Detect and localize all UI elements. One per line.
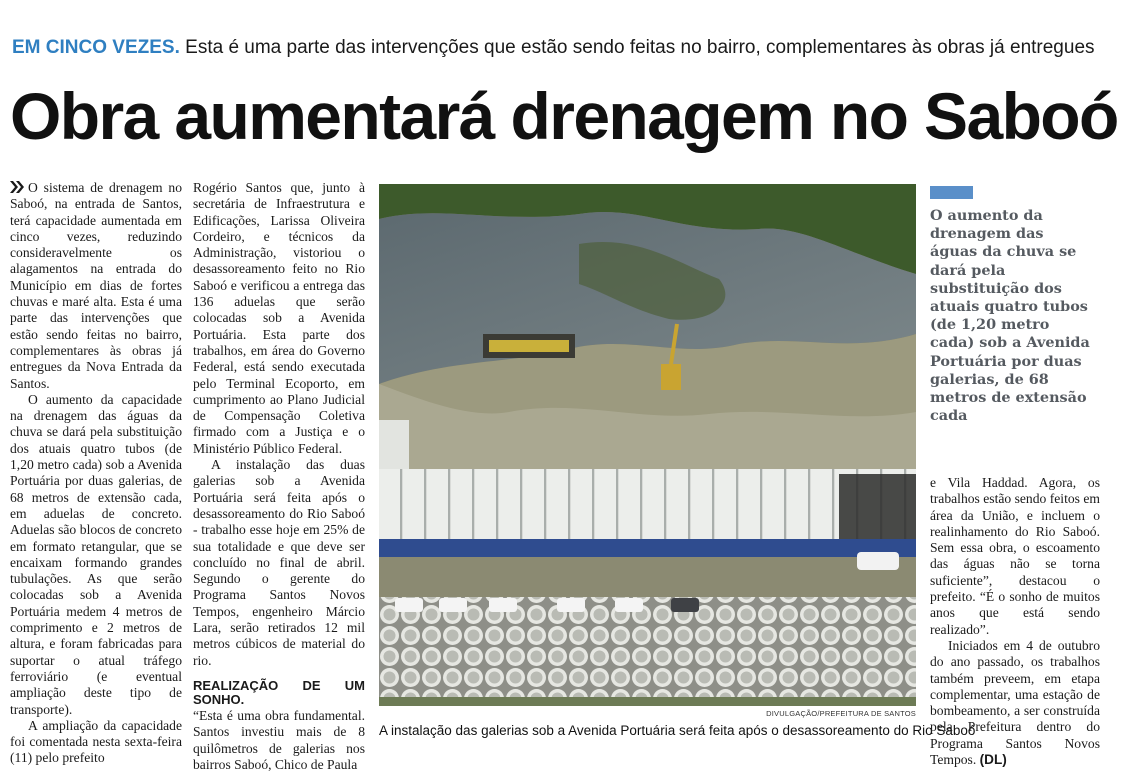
paragraph-text: O sistema de drenagem no Saboó, na entrada de Santos, terá capacidade aumentada em cinco vezes, reduzindo consideravelmente os alagamentos na entrada do Município em dias de fortes chuvas e maré alta. Esta é uma parte das intervenções que estão sendo feitas no bairro, complementares às obras já entregues da Nova Entrada da Santos. [10,180,182,391]
headline: Obra aumentará drenagem no Saboó [10,79,1118,153]
photo-caption: A instalação das galerias sob a Avenida Portuária será feita após o desassoreamento do Rio Saboó [379,723,976,738]
pullquote: O aumento da drenagem das águas da chuva se dará pela substituição dos atuais quatro tubos (de 1,20 metro cada) sob a Avenida Portuária por duas galerias, de 68 metros de extensão cada [930,207,1090,425]
article-paragraph [930,638,1100,768]
section-subhead: REALIZAÇÃO DE UM SONHO. [193,677,365,707]
aerial-photo [379,184,916,706]
article-paragraph: A instalação das duas galerias sob a Avenida Portuária será feita após o desassoreamento do Rio Saboó - trabalho esse hoje em 25% de sua totalidade e que deve ser concluído no final de abril. Segundo o gerente do Programa Santos Novos Tempos, engenheiro Márcio Lara, serão retirados 12 mil metros cúbicos de material do rio. [193,457,365,668]
author-signature: (DL) [979,752,1007,768]
paragraph-text: Iniciados em 4 de outubro do ano passado, os trabalhos também preveem, em etapa complementar, uma estação de bombeamento, a ser construída pela Prefeitura dentro do Programa Santos Novos Tempos. [930,637,1100,768]
pullquote-bar [930,186,973,199]
photo-credit: DIVULGAÇÃO/PREFEITURA DE SANTOS [766,709,916,718]
article-paragraph: O aumento da capacidade na drenagem das águas da chuva se dará pela substituição dos atuais quatro tubos (de 1,20 metro cada) sob a Avenida Portuária por duas galerias, de 68 metros de extensão cada, em aduelas de concreto. Aduelas são blocos de concreto em formato retangular, que se encaixam formando grandes tubulações. As que serão colocadas sob a Avenida Portuária medem 4 metros de comprimento e 2 metros de altura, e foram fabricadas para suportar o atual tráfego ferroviário (e eventual ampliação deste tipo de transporte). [10,391,182,717]
article-column-2 [193,180,365,773]
article-paragraph: e Vila Haddad. Agora, os trabalhos estão sendo feitos em área da União, e incluem o realinhamento do Rio Saboó. Sem essa obra, o escoamento das águas não se torna suficiente”, destacou o prefeito. “É o sonho de muitos anos que está sendo realizado”. [930,475,1100,637]
article-column-1 [10,180,182,767]
article-paragraph: Rogério Santos que, junto à secretária de Infraestrutura e Edificações, Larissa Oliveira Cordeiro, e técnicos da Administração, vistoriou o desassoreamento feito no Rio Saboó e verificou a entrega das 136 aduelas que serão colocadas sob a Avenida Portuária. Esta parte dos trabalhos, em área do Governo Federal, está sendo executada pelo Terminal Ecoporto, em cumprimento ao Plano Judicial de Compensação Coletiva firmado com a Justiça e o Ministério Público Federal. [193,180,365,456]
article-paragraph: A ampliação da capacidade foi comentada nesta sexta-feira (11) pelo prefeito [10,717,182,766]
aerial-photo-illustration [379,184,916,706]
kicker-label: EM CINCO VEZES. [12,37,180,58]
double-chevron-icon [10,181,24,193]
article-column-3 [930,475,1100,768]
kicker-text: Esta é uma parte das intervenções que estão sendo feitas no bairro, complementares às obras já entregues [185,37,1095,58]
article-paragraph: “Esta é uma obra fundamental. Santos investiu mais de 8 quilômetros de galerias nos bairros Saboó, Chico de Paula [193,707,365,772]
article-paragraph [10,180,182,392]
kicker [12,36,1122,60]
